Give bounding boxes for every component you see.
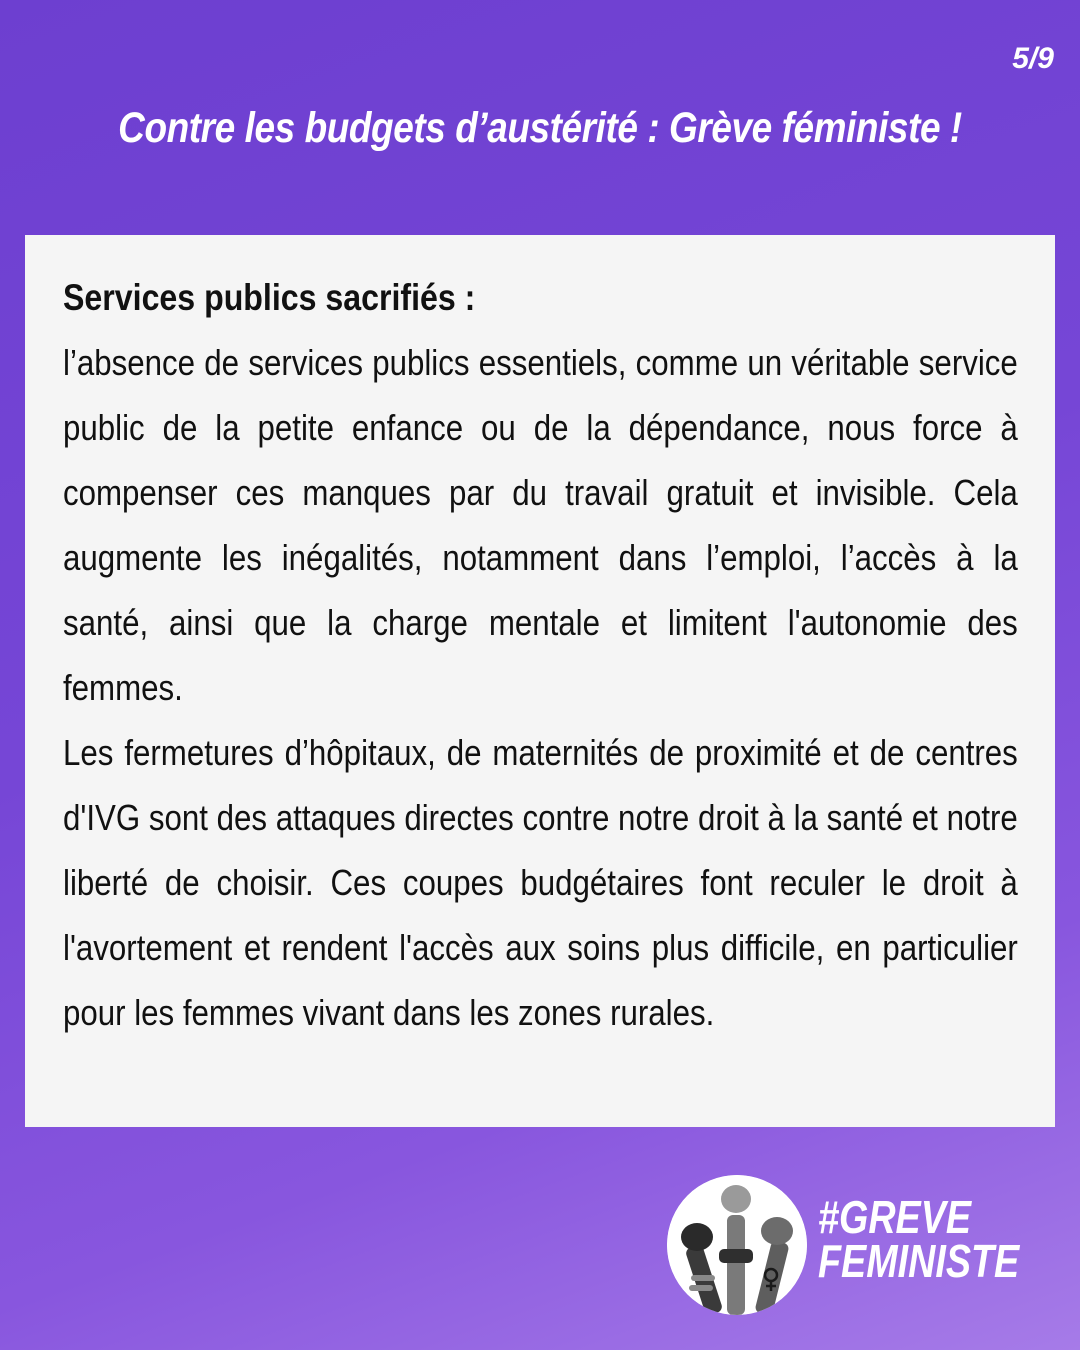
card-content (63, 265, 1018, 1045)
card-paragraph-2: Les fermetures d’hôpitaux, de maternités de proximité et de centres d'IVG sont des attaques directes contre notre droit à la santé et notre liberté de choisir. Ces coupes budgétaires font reculer le droit à l'avortement et rendent l'accès aux soins plus difficile, en particulier pour les femmes vivant dans les zones rurales. (63, 732, 1018, 1033)
page-counter: 5/9 (1012, 42, 1054, 75)
hashtag-line-1: #GREVE (818, 1191, 972, 1243)
card-heading: Services publics sacrifiés : (63, 277, 476, 318)
page-title: Contre les budgets d’austérité : Grève féministe ! (118, 104, 962, 152)
hashtag-line-2: FEMINISTE (818, 1235, 1020, 1287)
raised-fists-icon (667, 1175, 807, 1315)
hashtag-logo (818, 1191, 1020, 1287)
content-card (25, 235, 1055, 1127)
card-paragraph-1: l’absence de services publics essentiels, comme un véritable service public de la petite enfance ou de la dépendance, nous force à compenser ces manques par du travail gratuit et invisible. Cela augmente les inégalités, notamment dans l’emploi, l’accès à la santé, ainsi que la charge mentale et limitent l'autonomie des femmes. (63, 342, 1018, 708)
